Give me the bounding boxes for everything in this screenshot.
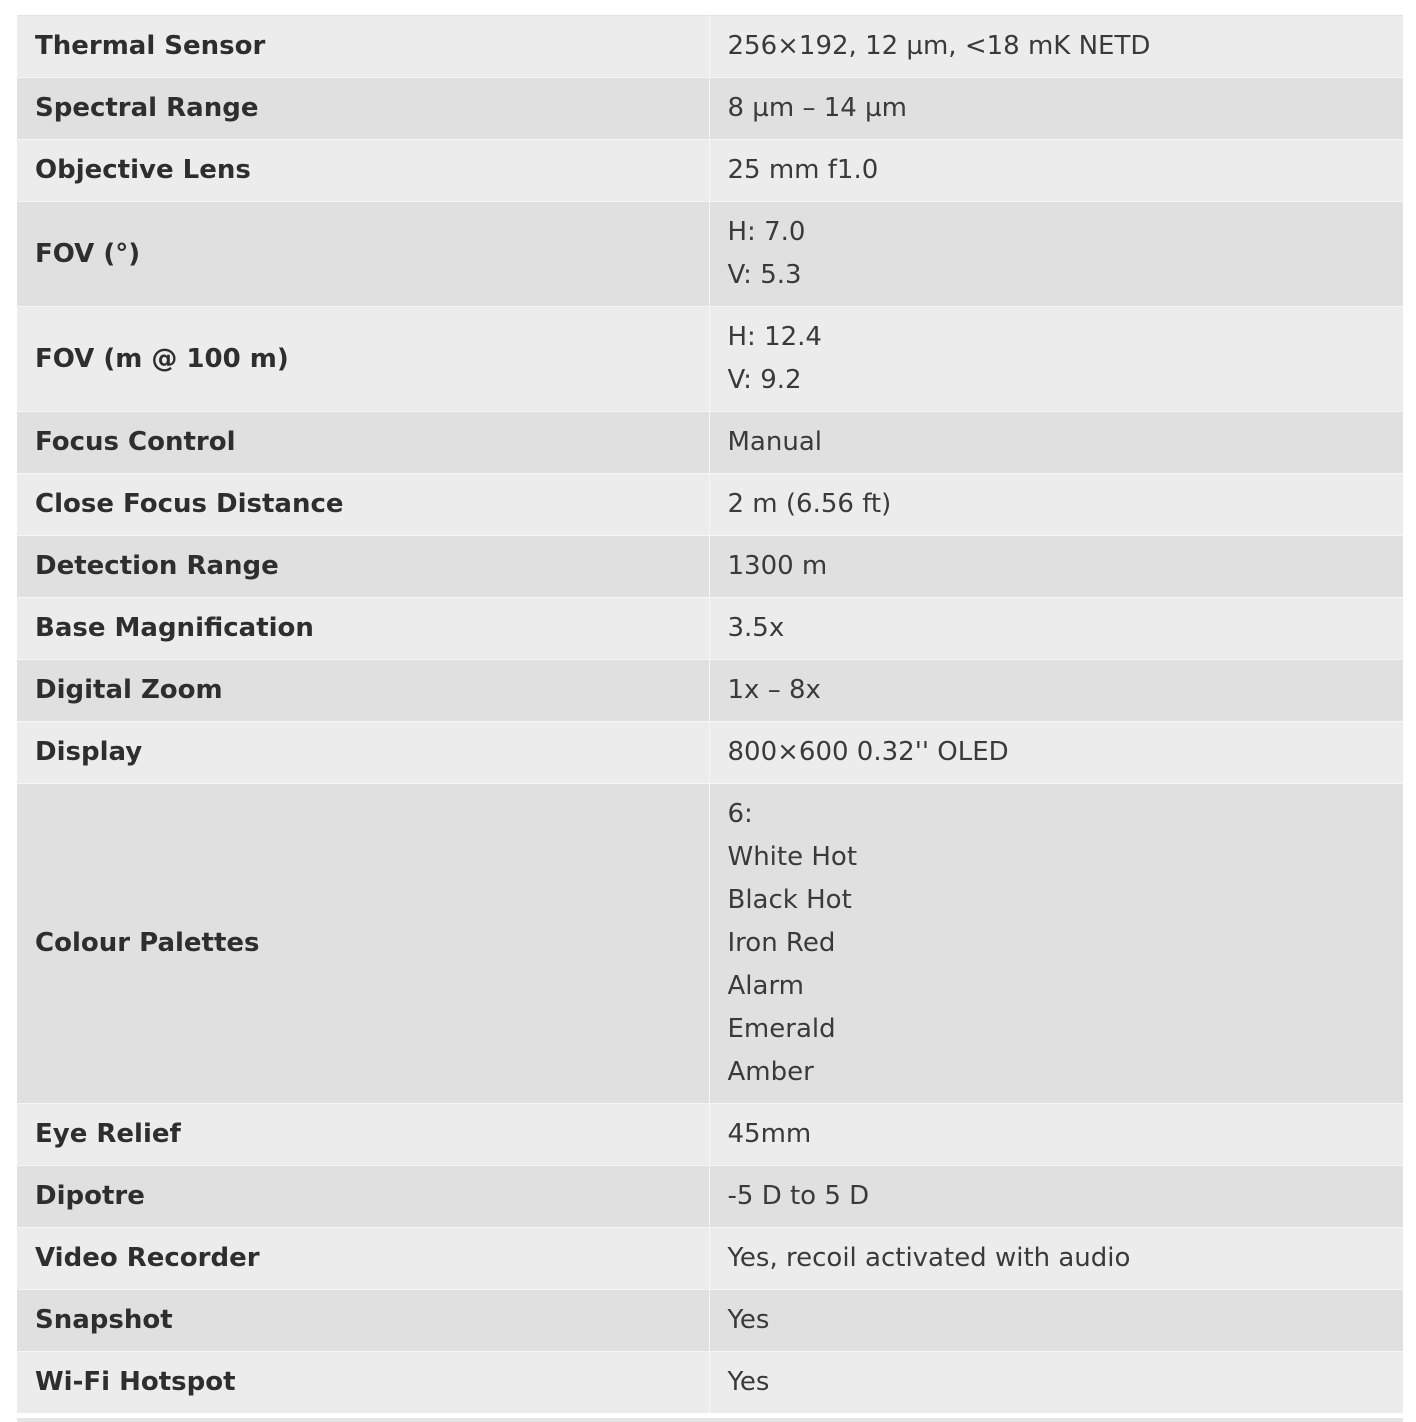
spec-value-line: 3.5x — [727, 613, 785, 643]
spec-value — [709, 784, 1403, 1104]
spec-value — [709, 16, 1403, 78]
spec-value-line: 6: — [727, 799, 753, 829]
spec-label: Wi-Fi Hotspot — [17, 1352, 709, 1414]
table-row — [17, 307, 1403, 412]
spec-value — [709, 412, 1403, 474]
spec-label: Digital Zoom — [17, 660, 709, 722]
spec-value — [709, 660, 1403, 722]
spec-label: Eye Relief — [17, 1104, 709, 1166]
spec-value-line: H: 7.0 — [727, 217, 806, 247]
spec-value — [709, 1166, 1403, 1228]
spec-value — [709, 474, 1403, 536]
spec-value-line: V: 9.2 — [727, 365, 802, 395]
spec-value — [709, 307, 1403, 412]
spec-value-line: Alarm — [727, 971, 805, 1001]
table-row — [17, 784, 1403, 1104]
spec-value — [709, 1104, 1403, 1166]
spec-value-line: Amber — [727, 1057, 814, 1087]
table-row — [17, 1290, 1403, 1352]
spec-value — [709, 140, 1403, 202]
spec-value — [709, 78, 1403, 140]
spec-value-line: Yes — [727, 1367, 770, 1397]
spec-value — [709, 1352, 1403, 1414]
spec-value-line: Yes, recoil activated with audio — [727, 1243, 1131, 1273]
spec-value — [709, 1290, 1403, 1352]
spec-value-line: Iron Red — [727, 928, 836, 958]
spec-label: Base Magnification — [17, 598, 709, 660]
spec-label: Dipotre — [17, 1166, 709, 1228]
spec-label: Colour Palettes — [17, 784, 709, 1104]
spec-value-line: 2 m (6.56 ft) — [727, 489, 892, 519]
spec-label: Close Focus Distance — [17, 474, 709, 536]
spec-value-line: 800×600 0.32'' OLED — [727, 737, 1009, 767]
spec-value-line: Yes — [727, 1305, 770, 1335]
table-row — [17, 1166, 1403, 1228]
spec-value — [709, 598, 1403, 660]
spec-label: Spectral Range — [17, 78, 709, 140]
spec-label: Display — [17, 722, 709, 784]
table-row — [17, 140, 1403, 202]
spec-label: Detection Range — [17, 536, 709, 598]
specifications-table — [17, 15, 1403, 1413]
table-row — [17, 1228, 1403, 1290]
table-bottom-edge — [17, 1418, 1403, 1422]
spec-label: Thermal Sensor — [17, 16, 709, 78]
spec-label: Snapshot — [17, 1290, 709, 1352]
spec-value-line: 1300 m — [727, 551, 828, 581]
spec-label: FOV (°) — [17, 202, 709, 307]
spec-value — [709, 1228, 1403, 1290]
table-row — [17, 78, 1403, 140]
specifications-table-body — [17, 16, 1403, 1414]
spec-value-line: White Hot — [727, 842, 858, 872]
spec-label: Focus Control — [17, 412, 709, 474]
table-row — [17, 202, 1403, 307]
spec-label: Objective Lens — [17, 140, 709, 202]
spec-value-line: V: 5.3 — [727, 260, 802, 290]
spec-value-line: Manual — [727, 427, 822, 457]
spec-value — [709, 722, 1403, 784]
table-row — [17, 722, 1403, 784]
spec-value-line: 8 µm – 14 µm — [727, 93, 907, 123]
table-row — [17, 1104, 1403, 1166]
table-row — [17, 412, 1403, 474]
table-row — [17, 1352, 1403, 1414]
spec-value — [709, 202, 1403, 307]
spec-value-line: 256×192, 12 µm, <18 mK NETD — [727, 31, 1151, 61]
spec-value-line: Emerald — [727, 1014, 836, 1044]
table-row — [17, 16, 1403, 78]
spec-label: Video Recorder — [17, 1228, 709, 1290]
table-row — [17, 660, 1403, 722]
table-row — [17, 536, 1403, 598]
spec-value-line: H: 12.4 — [727, 322, 822, 352]
spec-value-line: 25 mm f1.0 — [727, 155, 879, 185]
table-row — [17, 598, 1403, 660]
table-row — [17, 474, 1403, 536]
spec-value — [709, 536, 1403, 598]
spec-value-line: 1x – 8x — [727, 675, 821, 705]
spec-value-line: 45mm — [727, 1119, 812, 1149]
spec-value-line: -5 D to 5 D — [727, 1181, 870, 1211]
spec-value-line: Black Hot — [727, 885, 852, 915]
spec-label: FOV (m @ 100 m) — [17, 307, 709, 412]
